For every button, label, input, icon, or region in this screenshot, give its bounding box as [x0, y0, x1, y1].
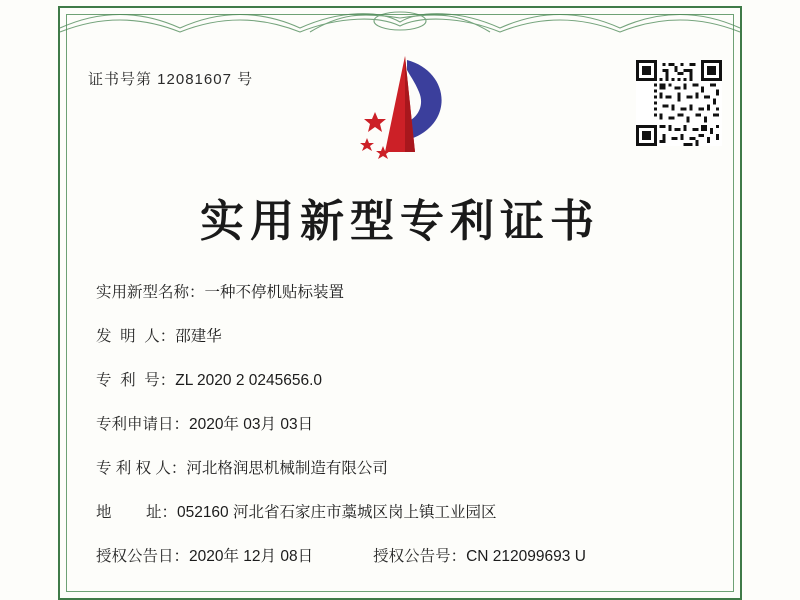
footer-row — [96, 544, 710, 566]
field-row — [96, 500, 710, 522]
field-label: 专 利 号： — [96, 372, 176, 389]
field-value: 一种不停机贴标装置 — [204, 284, 345, 301]
ornamental-band — [60, 8, 740, 34]
field-value: 邵建华 — [175, 328, 222, 345]
field-value: ZL 2020 2 0245656.0 — [175, 372, 323, 389]
announce-date-value: 2020年 12月 08日 — [189, 548, 314, 565]
page-title: 实用新型专利证书 — [200, 196, 600, 247]
field-label: 地 址： — [96, 504, 177, 521]
field-row — [96, 324, 710, 346]
certificate-number: 证书号第 12081607 号 — [88, 71, 254, 88]
field-label: 专利申请日： — [96, 416, 190, 433]
field-row — [96, 412, 710, 434]
field-row — [96, 368, 710, 390]
field-value: 052160 河北省石家庄市藁城区岗上镇工业园区 — [176, 504, 497, 521]
field-row — [96, 280, 710, 302]
field-row — [96, 456, 710, 478]
announce-date-label: 授权公告日： — [96, 548, 190, 565]
announce-number-value: CN 212099693 U — [466, 548, 586, 565]
field-label: 实用新型名称： — [96, 284, 205, 301]
field-label: 专 利 权 人： — [96, 460, 187, 477]
field-value: 河北格润思机械制造有限公司 — [186, 460, 388, 477]
field-value: 2020年 03月 03日 — [189, 416, 314, 433]
field-label: 发 明 人： — [96, 328, 176, 345]
announce-number-label: 授权公告号： — [373, 548, 467, 565]
field-list — [96, 280, 710, 588]
qr-code — [636, 60, 722, 146]
cnipa-logo-icon — [345, 52, 465, 162]
